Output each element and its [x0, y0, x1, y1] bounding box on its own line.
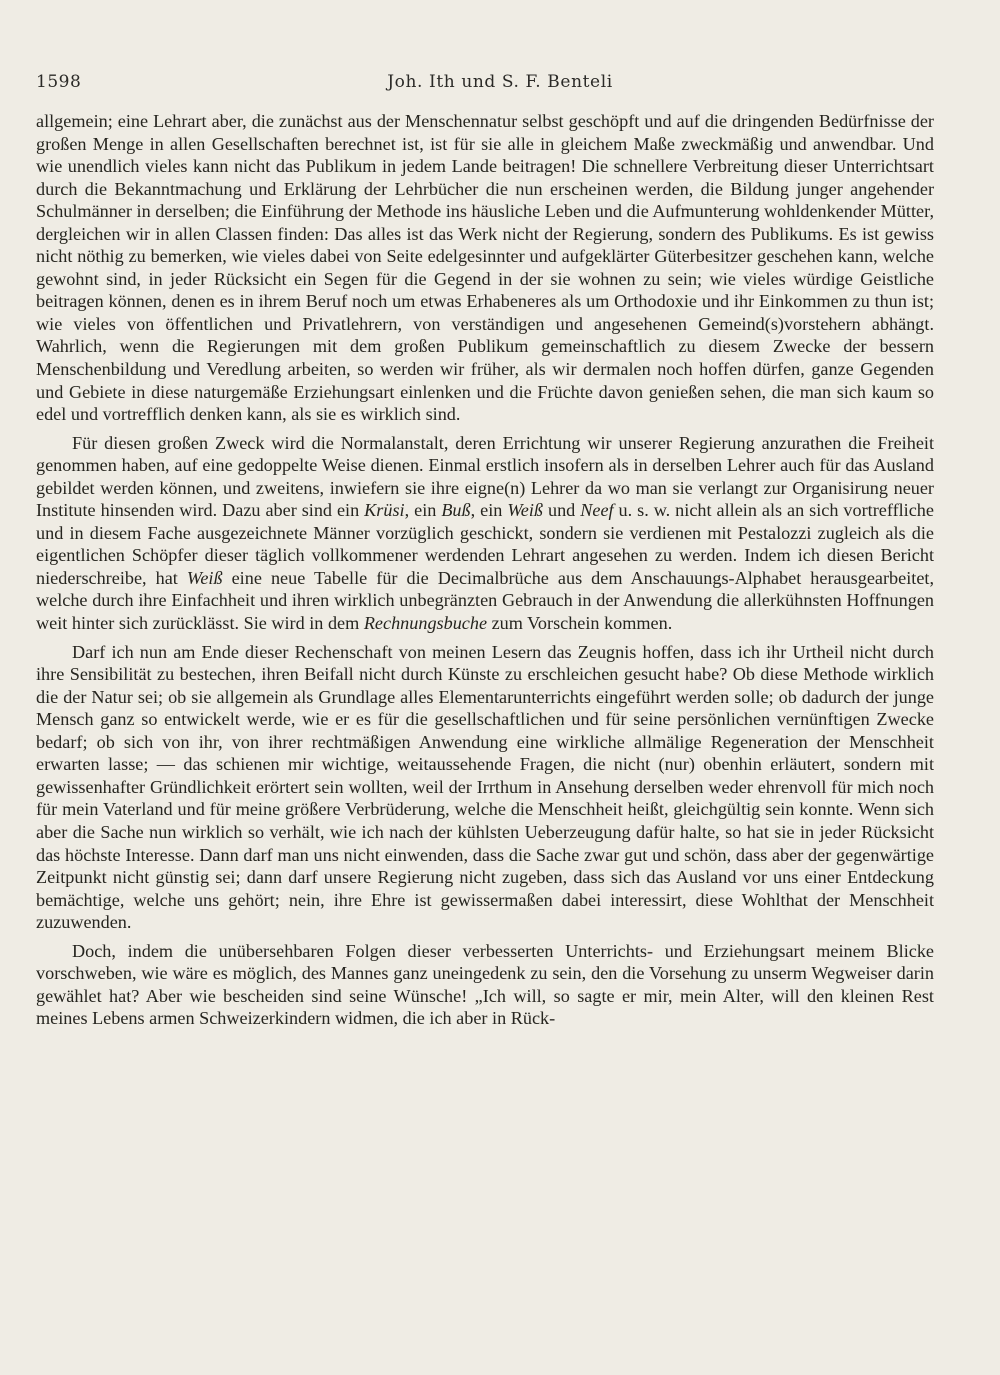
- italic-text: Weiß: [186, 567, 223, 588]
- italic-text: Rechnungsbuche: [363, 613, 488, 634]
- text-run: Doch, indem die unübersehbaren Folgen dieser verbesserten Unterrichts- und Erziehungsart meinem Blicke vorschweben, wie wäre es möglich, des Mannes ganz uneingedenk zu sein, den die Vorsehung zu unserm Wegweiser darin gewählet hat? Aber wie bescheiden sind seine Wünsche! „Ich will, so sagte er mir, mein Alter, will den kleinen Rest meines Lebens armen Schweizerkindern widmen, die ich aber in Rück-: [36, 940, 934, 1029]
- paragraph: [36, 432, 934, 635]
- page-number: 1598: [36, 72, 82, 92]
- body-text: [36, 110, 934, 1030]
- text-run: zum Vorschein kommen.: [487, 613, 673, 634]
- italic-text: Krüsi: [364, 500, 405, 521]
- paragraph: [36, 641, 934, 934]
- text-run: eine neue Tabelle für die Decimalbrüche aus dem Anschauungs-Alphabet herausgearbeitet, welche durch ihre Einfachheit und ihren wirklich unbegränzten Gebrauch in der Anwendung die allerkühnsten Hoffnungen weit hinter sich zurücklässt. Sie wird in dem: [36, 567, 934, 634]
- paragraph: [36, 940, 934, 1030]
- text-run: allgemein; eine Lehrart aber, die zunächst aus der Menschennatur selbst geschöpft und auf die dringenden Bedürfnisse der großen Menge in allen Gesellschaften berechnet ist, ist für sie alle in gleichem Maße zweckmäßig und anwendbar. Und wie unendlich vieles kann nicht das Publikum in jedem Lande beitragen! Die schnellere Verbreitung dieser Unterrichtsart durch die Bekanntmachung und Erklärung der Lehrbücher die nun erscheinen werden, die Bildung junger angehender Schulmänner in derselben; die Einführung der Methode ins häusliche Leben und die Aufmunterung wohldenkender Mütter, dergleichen wir in allen Classen finden: Das alles ist das Werk nicht der Regierung, sondern des Publikums. Es ist gewiss nicht nöthig zu bemerken, wie vieles dabei von Seite edelgesinnter und aufgeklärter Güterbesitzer geschehen kann, welche gewohnt sind, in jeder Rücksicht ein Segen für die Gegend in der sie wohnen zu sein; wie vieles würdige Geistliche beitragen können, denen es in ihrem Beruf noch um etwas Erhabeneres als um Orthodoxie und ihr Einkommen zu thun ist; wie vieles von öffentlichen und Privatlehrern, von verständigen und angesehenen Gemeind(s)vorstehern abhängt. Wahrlich, wenn die Regierungen mit dem großen Publikum gemeinschaftlich zu diesem Zwecke der bessern Menschenbildung und Veredlung arbeiten, so werden wir früher, als wir dermalen noch hoffen dürfen, ganze Gegenden und Gebiete in diese naturgemäße Erziehungsart einlenken und die Früchte davon genießen sehen, die man sich kaum so edel und vortrefflich denken kann, als sie es wirklich sind.: [36, 111, 934, 425]
- paragraph: [36, 110, 934, 426]
- text-run: , ein: [470, 500, 508, 521]
- text-run: Darf ich nun am Ende dieser Rechenschaft von meinen Lesern das Zeugnis hoffen, dass ich ihr Urtheil nicht durch ihre Sensibilität zu bestechen, ihren Beifall nicht durch Künste zu erschleichen gesucht habe? Ob diese Methode wirklich die der Natur sei; ob sie allgemein als Grundlage alles Elementarunterrichts eingeführt werden solle; ob dadurch der junge Mensch ganz so entwickelt werde, wie er es für die gesellschaftlichen und für seine persönlichen vernünftigen Zwecke bedarf; ob sich von ihr, von ihrer rechtmäßigen Anwendung eine wirkliche allmälige Regeneration der Menschheit erwarten lasse; — das schienen mir wichtige, weitaussehende Fragen, die nicht (nur) obenhin erläutert, sondern mit gewissenhafter Gründlichkeit erörtert sein wollten, weil der Irrthum in Ansehung derselben weder ehrenvoll für mich noch für mein Vaterland und für meine größere Verbrüderung, welche die Menschheit heißt, gleichgültig sein konnte. Wenn sich aber die Sache nun wirklich so verhält, wie ich nach der kühlsten Ueberzeugung dafür halte, so hat sie in jeder Rücksicht das höchste Interesse. Dann darf man uns nicht einwenden, dass die Sache zwar gut und schön, dass aber der gegenwärtige Zeitpunkt nicht günstig sei; dann darf unsere Regierung nicht zugeben, dass sich das Ausland vor uns einer Entdeckung bemächtige, welche uns gehört; nein, ihre Ehre ist gewissermaßen dabei interessirt, diese Wohlthat der Menschheit zuzuwenden.: [36, 641, 934, 933]
- running-head: Joh. Ith und S. F. Benteli: [387, 72, 613, 92]
- italic-text: Neef: [580, 500, 614, 521]
- page-header: [36, 72, 964, 98]
- text-run: u. s. w. nicht allein als an sich vortreffliche und in diesem Fache ausgezeichnete Männer vorzüglich geschickt, sondern sie verdienen mit Pestalozzi zugleich als die eigentlichen Schöpfer dieser täglich vollkommener werdenden Lehrart angesehen zu werden. Indem ich diesen Bericht niederschreibe, hat: [36, 500, 934, 588]
- italic-text: Weiß: [507, 500, 544, 521]
- text-run: , ein: [404, 500, 442, 521]
- italic-text: Buß: [441, 500, 471, 521]
- text-run: Für diesen großen Zweck wird die Normalanstalt, deren Errichtung wir unserer Regierung anzurathen die Freiheit genommen haben, auf eine gedoppelte Weise dienen. Einmal erstlich insofern als in derselben Lehrer auch für das Ausland gebildet werden können, und zweitens, inwiefern sie ihre eigne(n) Lehrer da wo man sie verlangt zur Organisirung neuer Institute hinsenden wird. Dazu aber sind ein: [36, 432, 934, 521]
- text-run: und: [543, 500, 581, 521]
